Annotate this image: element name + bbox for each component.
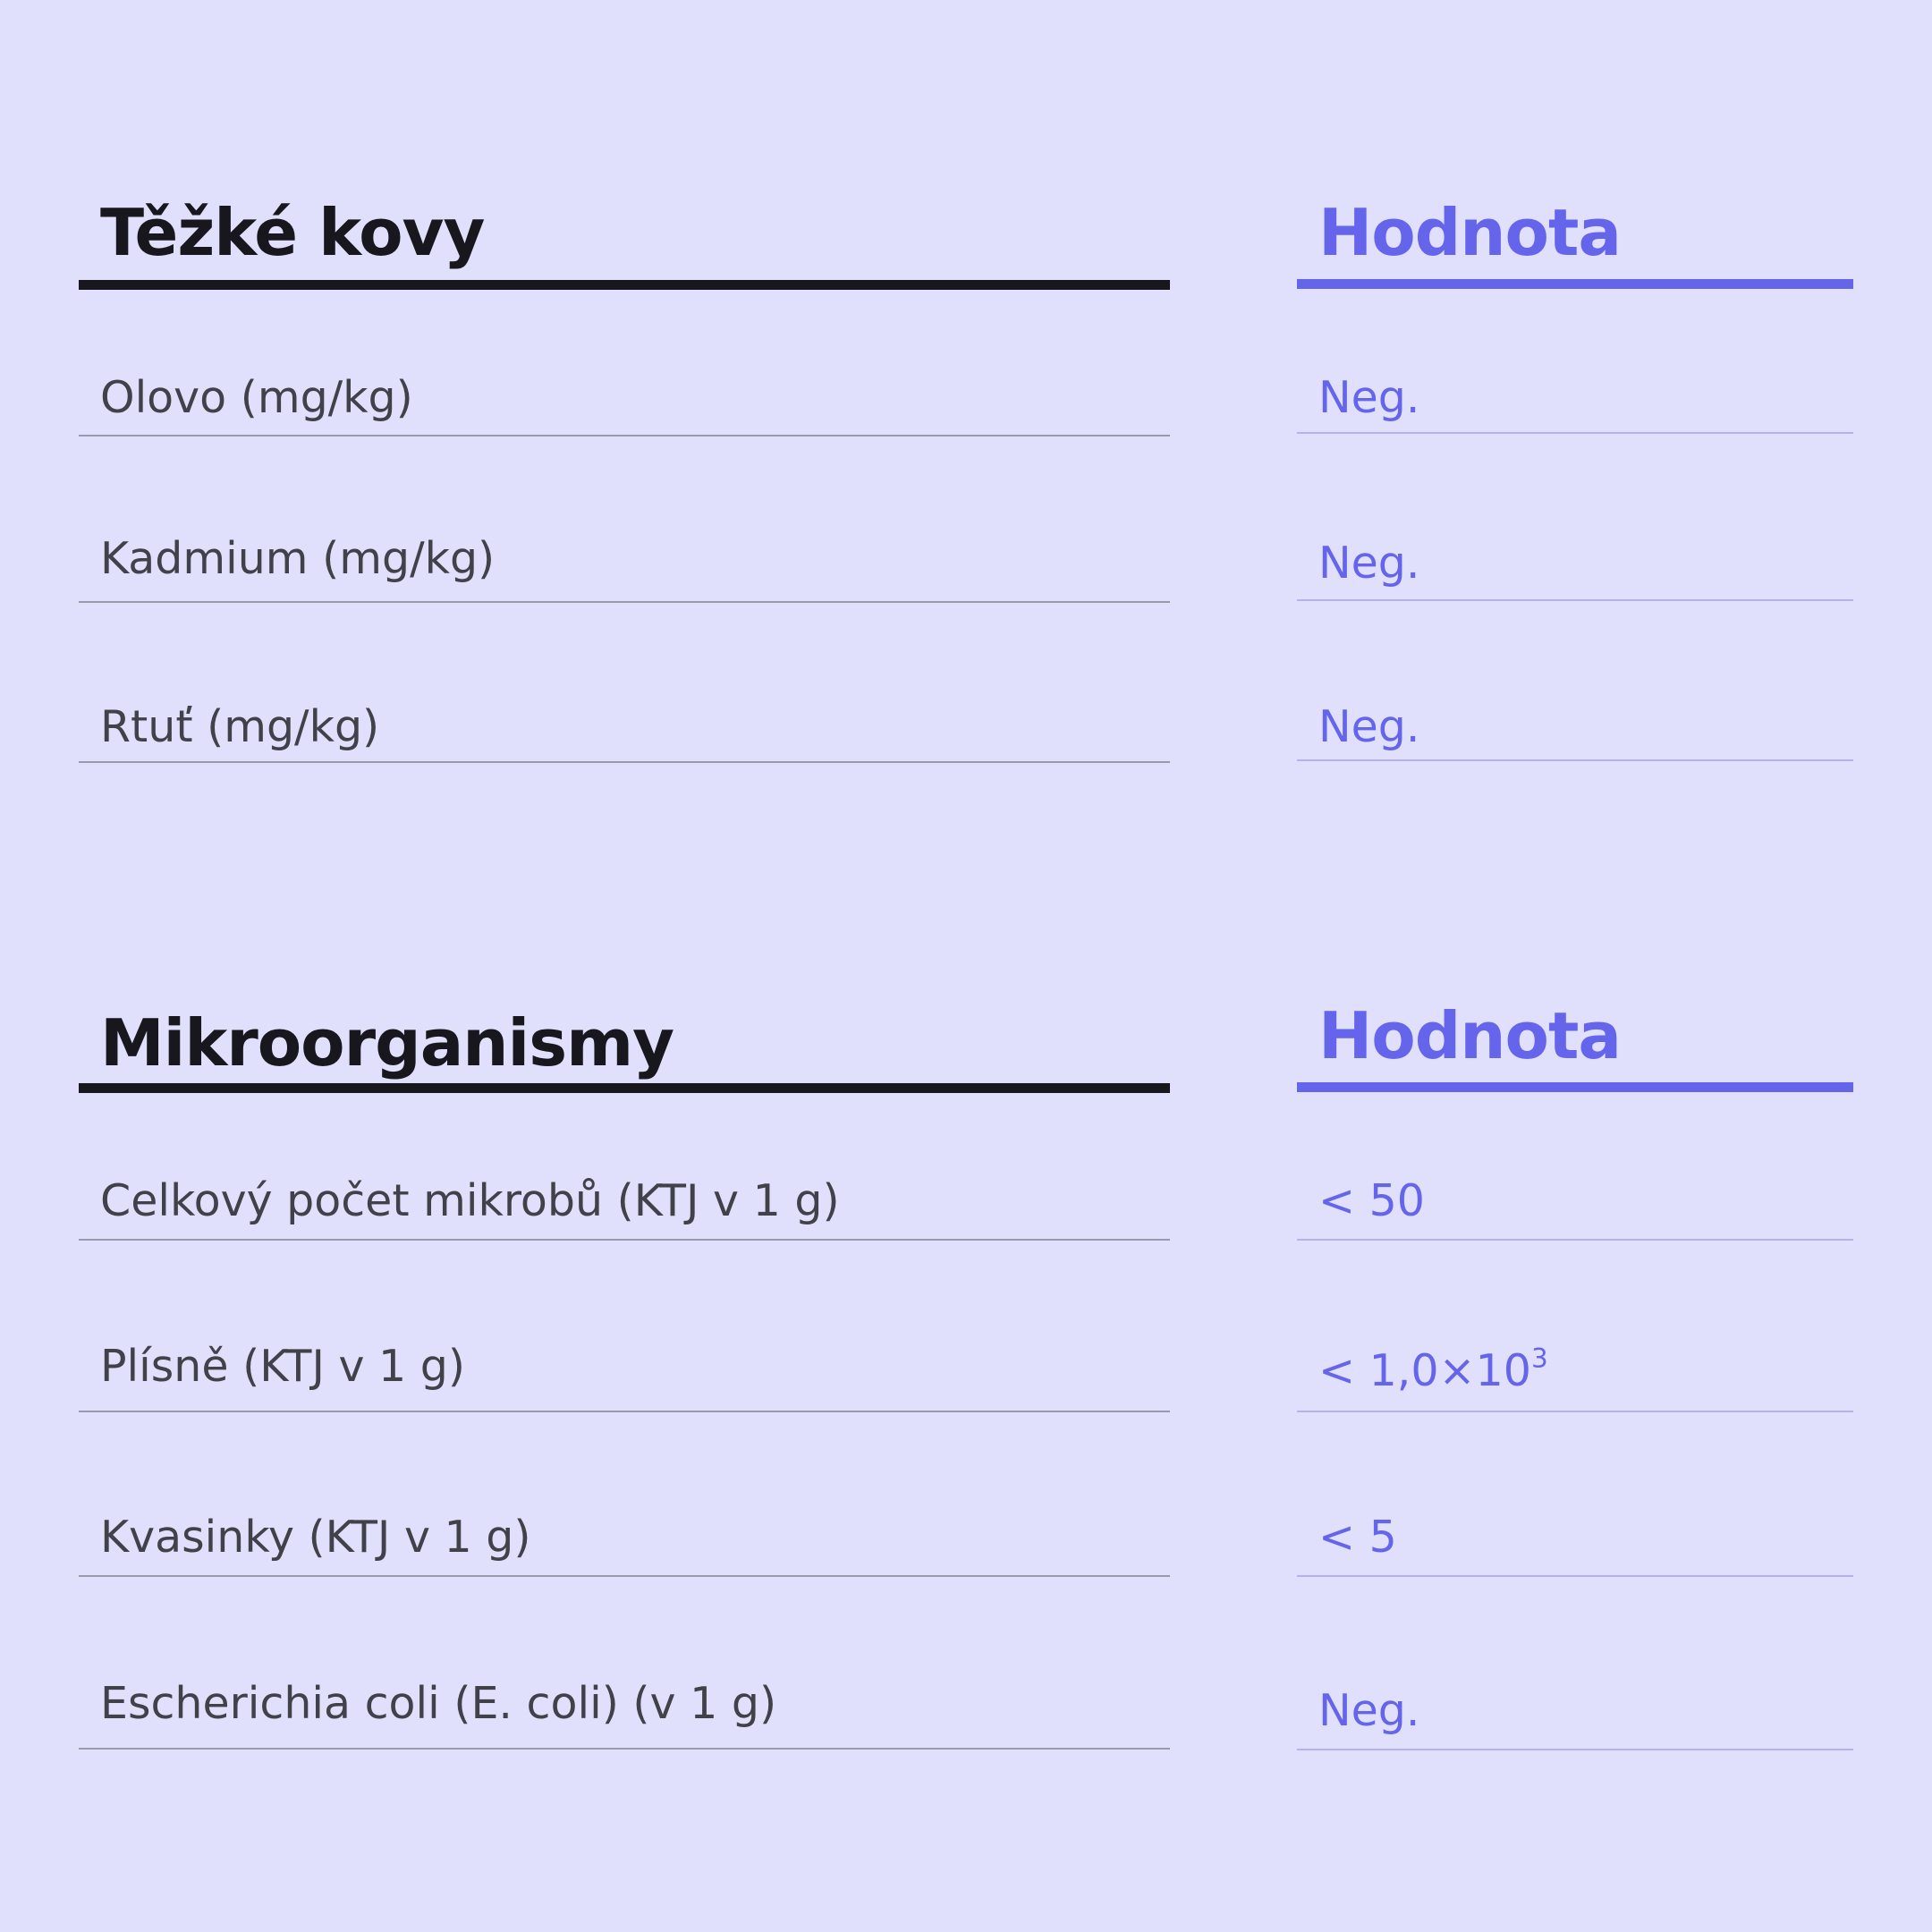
microorganisms-row-value: < 50 <box>1318 1175 1425 1226</box>
heavy-metals-row-label: Kadmium (mg/kg) <box>100 533 496 584</box>
heavy-metals-value-header: Hodnota <box>1318 195 1621 270</box>
heavy-metals-row-value: Neg. <box>1318 701 1420 752</box>
microorganisms-row-label: Escherichia coli (E. coli) (v 1 g) <box>100 1678 777 1729</box>
row-divider <box>1297 1239 1853 1241</box>
microorganisms-row-value <box>1297 1343 1853 1396</box>
microorganisms-value-header-rule <box>1297 1082 1853 1092</box>
row-divider <box>79 1575 1170 1577</box>
row-divider <box>79 1411 1170 1412</box>
microorganisms-row-label: Plísně (KTJ v 1 g) <box>100 1341 466 1392</box>
microorganisms-title: Mikroorganismy <box>100 1005 674 1080</box>
microorganisms-row-label: Celkový počet mikrobů (KTJ v 1 g) <box>100 1175 840 1226</box>
row-divider <box>1297 1411 1853 1412</box>
microorganisms-title-rule <box>79 1083 1170 1093</box>
row-divider <box>79 1748 1170 1750</box>
heavy-metals-row-label: Olovo (mg/kg) <box>100 372 413 423</box>
row-divider <box>1297 1575 1853 1577</box>
row-divider <box>79 1239 1170 1241</box>
microorganisms-values <box>1297 0 1853 1789</box>
microorganisms-value-header: Hodnota <box>1318 998 1621 1073</box>
value-mantissa: < 1,0×10 <box>1318 1345 1531 1396</box>
microorganisms-table <box>79 0 1170 1789</box>
microorganisms-row-label: Kvasinky (KTJ v 1 g) <box>100 1512 531 1563</box>
heavy-metals-title: Těžké kovy <box>100 195 485 270</box>
heavy-metals-row-value: Neg. <box>1318 538 1420 589</box>
microorganisms-row-value: < 5 <box>1318 1512 1397 1563</box>
heavy-metals-row-value: Neg. <box>1318 372 1420 423</box>
microorganisms-row-value: Neg. <box>1318 1685 1420 1736</box>
value-exponent: 3 <box>1530 1343 1548 1374</box>
row-divider <box>1297 1749 1853 1750</box>
heavy-metals-row-label: Rtuť (mg/kg) <box>100 701 380 752</box>
